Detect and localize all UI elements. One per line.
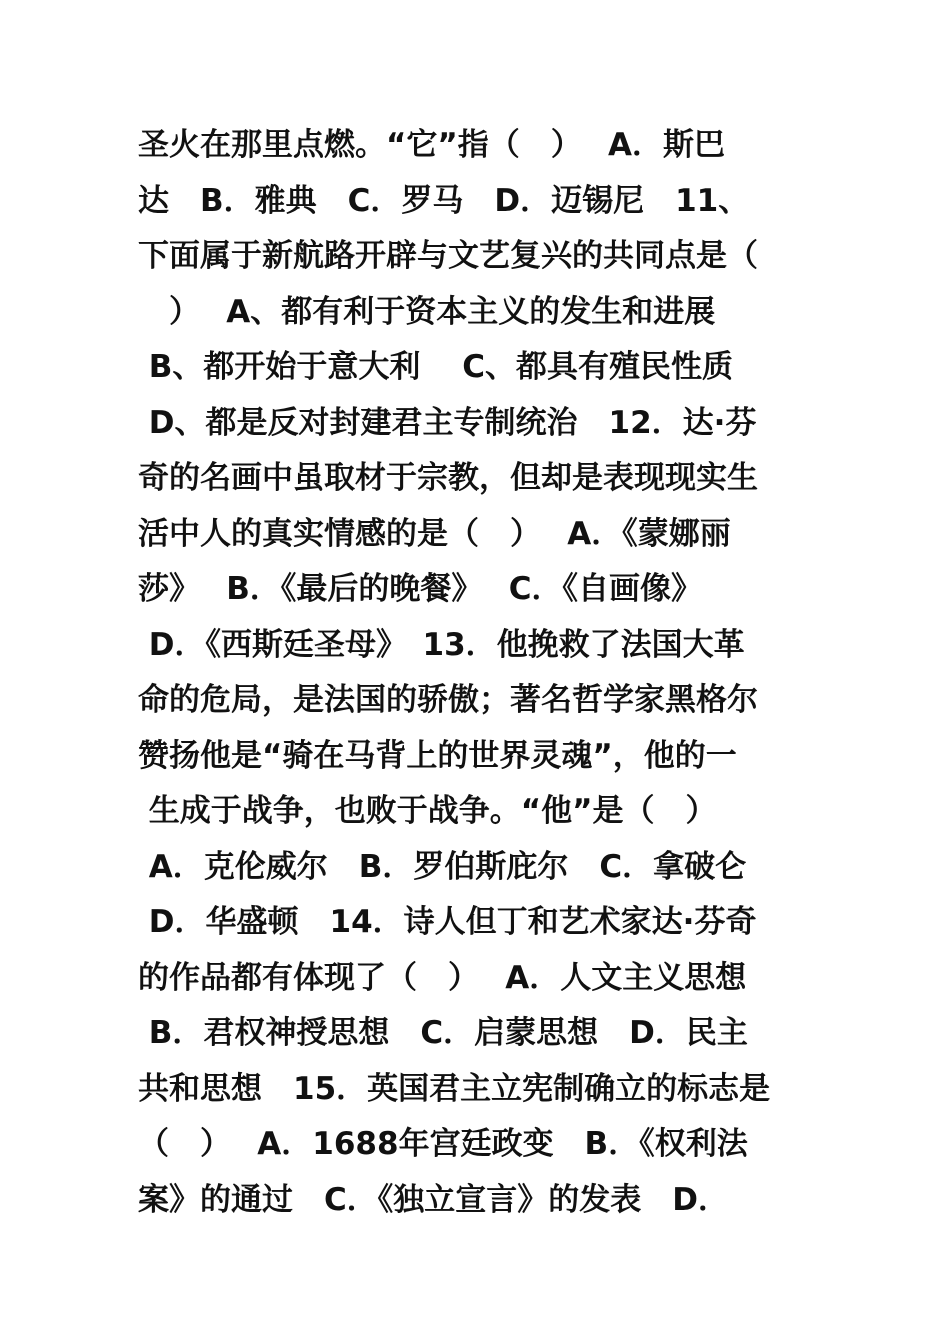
text-line: 的作品都有体现了（ ） A．人文主义思想 [138,959,747,996]
text-line: 圣火在那里点燃。“它”指（ ） A．斯巴 [138,127,726,163]
text-line: 达 B．雅典 C．罗马 D．迈锡尼 11、 [138,182,750,219]
text-line: B．君权神授思想 C．启蒙思想 D．民主 [138,1015,748,1051]
text-line: B、都开始于意大利 C、都具有殖民性质 [138,349,733,385]
text-line: 命的危局，是法国的骄傲；著名哲学家黑格尔 [138,682,758,718]
text-line: A．克伦威尔 B．罗伯斯庇尔 C．拿破仑 [138,848,747,885]
text-line: 奇的名画中虽取材于宗教，但却是表现现实生 [138,460,758,496]
text-line: D．华盛顿 14．诗人但丁和艺术家达·芬奇 [138,904,757,940]
text-line: 赞扬他是“骑在马背上的世界灵魂”，他的一 [138,737,737,774]
text-line: 案》的通过 C．《独立宣言》的发表 D． [138,1181,729,1218]
text-line: 莎》 B．《最后的晚餐》 C．《自画像》 [138,571,702,607]
text-line: ） A、都有利于资本主义的发生和进展 [138,293,716,330]
text-line: 活中人的真实情感的是（ ） A．《蒙娜丽 [138,515,731,552]
text-line: 下面属于新航路开辟与文艺复兴的共同点是（ [138,238,758,274]
text-line: D、都是反对封建君主专制统治 12．达·芬 [138,404,757,441]
text-line: D．《西斯廷圣母》 13．他挽救了法国大革 [138,626,745,663]
text-line: 生成于战争，也败于战争。“他”是（ ） [138,793,717,829]
exam-text-block [138,118,828,1228]
text-line: （ ） A．1688年宫廷政变 B．《权利法 [138,1126,748,1162]
text-line: 共和思想 15．英国君主立宪制确立的标志是 [138,1070,771,1107]
